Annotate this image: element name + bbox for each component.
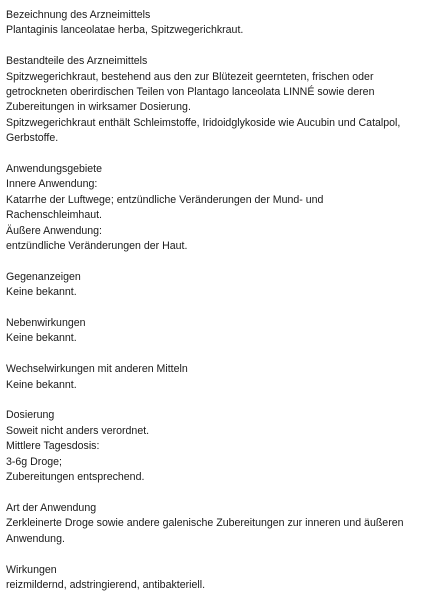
- section-line: Keine bekannt.: [6, 286, 77, 299]
- section-heading: Wirkungen: [6, 563, 57, 576]
- section-gegenanzeigen: [6, 270, 416, 301]
- section-heading: Gegenanzeigen: [6, 270, 81, 283]
- section-line: Katarrhe der Luftwege; entzündliche Veränderungen der Mund- und: [6, 193, 324, 206]
- section-heading: Wechselwirkungen mit anderen Mitteln: [6, 363, 188, 376]
- section-line: Äußere Anwendung:: [6, 224, 103, 237]
- section-bezeichnung: [6, 8, 416, 39]
- section-dosierung: [6, 408, 416, 485]
- section-line: Anwendung.: [6, 532, 65, 545]
- section-heading: Anwendungsgebiete: [6, 163, 103, 176]
- section-bestandteile: [6, 54, 416, 146]
- section-line: Spitzwegerichkraut enthält Schleimstoffe, Iridoidglykoside wie Aucubin und Catalpol,: [6, 116, 401, 129]
- section-line: Zubereitungen entsprechend.: [6, 471, 145, 484]
- section-line: Mittlere Tagesdosis:: [6, 440, 100, 453]
- monograph-document: [6, 8, 416, 609]
- section-line: entzündliche Veränderungen der Haut.: [6, 240, 188, 253]
- section-line: Plantaginis lanceolatae herba, Spitzwegerichkraut.: [6, 24, 244, 37]
- section-wirkungen: [6, 563, 416, 594]
- section-line: Gerbstoffe.: [6, 132, 59, 145]
- section-line: Rachenschleimhaut.: [6, 209, 102, 222]
- section-line: reizmildernd, adstringierend, antibakteriell.: [6, 578, 206, 591]
- section-heading: Dosierung: [6, 409, 55, 422]
- section-art-der-anwendung: [6, 501, 416, 547]
- section-line: Zerkleinerte Droge sowie andere galenische Zubereitungen zur inneren und äußeren: [6, 517, 404, 530]
- section-wechselwirkungen: [6, 362, 416, 393]
- section-line: 3-6g Droge;: [6, 455, 62, 468]
- section-heading: Nebenwirkungen: [6, 317, 86, 330]
- section-heading: Bestandteile des Arzneimittels: [6, 55, 148, 68]
- section-line: getrockneten oberirdischen Teilen von Plantago lanceolata LINNÉ sowie deren: [6, 86, 375, 99]
- section-heading: Art der Anwendung: [6, 501, 97, 514]
- section-line: Spitzwegerichkraut, bestehend aus den zur Blütezeit geernteten, frischen oder: [6, 70, 374, 83]
- section-line: Zubereitungen in wirksamer Dosierung.: [6, 101, 191, 114]
- section-heading: Bezeichnung des Arzneimittels: [6, 9, 151, 21]
- section-nebenwirkungen: [6, 316, 416, 347]
- section-line: Keine bekannt.: [6, 378, 77, 391]
- section-line: Keine bekannt.: [6, 332, 77, 345]
- section-line: Innere Anwendung:: [6, 178, 98, 191]
- section-line: Soweit nicht anders verordnet.: [6, 424, 150, 437]
- section-anwendungsgebiete: [6, 162, 416, 254]
